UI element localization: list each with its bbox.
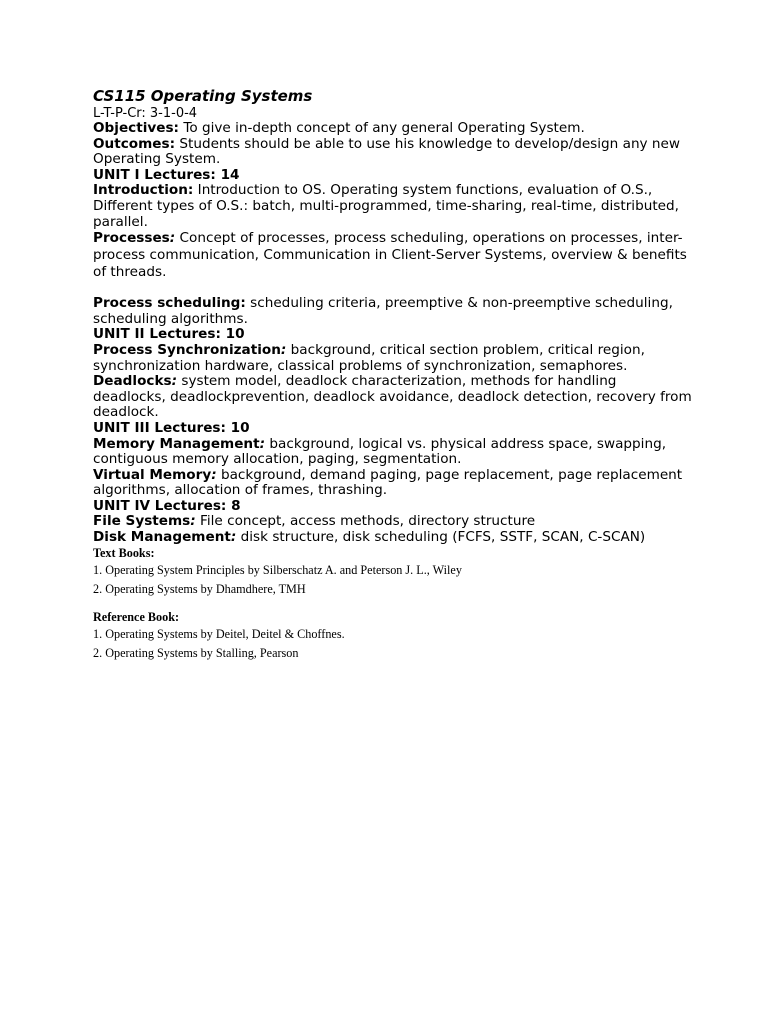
memory-management-paragraph: [93, 437, 693, 468]
introduction-label: Introduction:: [93, 182, 194, 199]
process-synchronization-label: Process Synchronization: [93, 341, 281, 358]
objectives-paragraph: [93, 121, 693, 137]
deadlocks-paragraph: [93, 374, 693, 421]
disk-management-text: disk structure, disk scheduling (FCFS, SSTF, SCAN, C-SCAN): [236, 529, 646, 546]
memory-management-label: Memory Management: [93, 435, 260, 452]
reference-book-heading: Reference Book:: [93, 610, 180, 624]
objectives-text: To give in-depth concept of any general Operating System.: [179, 120, 585, 136]
text-book-item: 1. Operating System Principles by Silberschatz A. and Peterson J. L., Wiley: [93, 563, 462, 577]
file-systems-paragraph: [93, 514, 693, 530]
disk-management-colon: :: [230, 529, 237, 546]
memory-management-colon: :: [259, 435, 266, 452]
processes-paragraph: [93, 230, 693, 281]
processes-text: Concept of processes, process scheduling, operations on processes, inter-process communication, Communication in Client-Server Systems, overview & benefits of threads.: [93, 230, 687, 281]
outcomes-paragraph: [93, 137, 693, 168]
virtual-memory-label: Virtual Memory: [93, 466, 212, 483]
deadlocks-label: Deadlocks: [93, 373, 172, 390]
virtual-memory-paragraph: [93, 468, 693, 499]
syllabus-body: [93, 86, 693, 546]
unit-2-heading: UNIT II Lectures: 10: [93, 326, 245, 343]
paragraph-gap: [93, 281, 693, 296]
file-systems-colon: :: [190, 513, 196, 530]
disk-management-paragraph: [93, 530, 693, 546]
course-credits: L-T-P-Cr: 3-1-0-4: [93, 106, 198, 121]
objectives-label: Objectives:: [93, 120, 179, 136]
deadlocks-text: system model, deadlock characterization, methods for handling deadlocks, deadlockprevention, deadlock avoidance, deadlock detection, recovery from deadlock.: [93, 373, 692, 421]
process-scheduling-text: scheduling criteria, preemptive & non-preemptive scheduling, scheduling algorithms.: [93, 295, 673, 327]
process-synchronization-paragraph: [93, 343, 693, 374]
text-book-item: 2. Operating Systems by Dhamdhere, TMH: [93, 581, 306, 596]
introduction-paragraph: [93, 183, 693, 230]
reference-book-item: 2. Operating Systems by Stalling, Pearson: [93, 645, 299, 660]
file-systems-text: File concept, access methods, directory structure: [195, 513, 536, 530]
file-systems-label: File Systems: [93, 513, 191, 530]
unit-1-heading: UNIT I Lectures: 14: [93, 166, 240, 183]
reference-book-item: 1. Operating Systems by Deitel, Deitel & Choffnes.: [93, 627, 345, 641]
unit-4-heading: UNIT IV Lectures: 8: [93, 497, 241, 514]
course-title: CS115 Operating Systems: [93, 87, 313, 105]
books-section: [93, 545, 693, 662]
introduction-text: Introduction to OS. Operating system functions, evaluation of O.S., Different types of O.S.: batch, multi-programmed, time-sharing, real-time, distributed, parallel.: [93, 182, 679, 230]
processes-label: Processes: [93, 230, 170, 247]
process-synchronization-colon: :: [280, 341, 287, 358]
processes-colon: :: [169, 230, 176, 247]
process-scheduling-label: Process scheduling:: [93, 295, 246, 312]
unit-3-heading: UNIT III Lectures: 10: [93, 419, 250, 436]
virtual-memory-colon: :: [211, 466, 217, 483]
memory-management-text: background, logical vs. physical address space, swapping, contiguous memory allocation, paging, segmentation.: [93, 435, 667, 468]
process-synchronization-text: background, critical section problem, critical region, synchronization hardware, classical problems of synchronization, semaphores.: [93, 341, 645, 374]
process-scheduling-paragraph: [93, 296, 693, 327]
outcomes-label: Outcomes:: [93, 135, 176, 152]
text-books-heading: Text Books:: [93, 546, 155, 560]
deadlocks-colon: :: [171, 373, 178, 390]
outcomes-text: Students should be able to use his knowledge to develop/design any new Operating System.: [93, 135, 681, 168]
virtual-memory-text: background, demand paging, page replacement, page replacement algorithms, allocation of frames, thrashing.: [93, 466, 683, 499]
disk-management-label: Disk Management: [93, 529, 231, 546]
section-gap: [93, 598, 693, 609]
